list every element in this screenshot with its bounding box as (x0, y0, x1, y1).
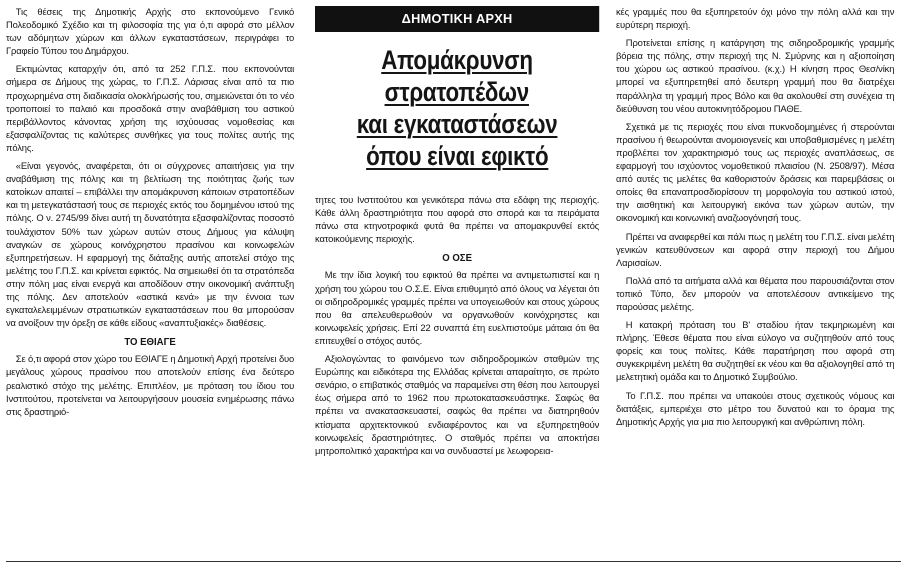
paragraph: Το Γ.Π.Σ. που πρέπει να υπακούει στους σχετικούς νόμους και διατάξεις, εμπεριέχει στο μέτρο του δυνατού και το όραμα της Δημοτικής Αρχής για μια πιο λειτουργική και ανθρώπινη πόλη. (616, 390, 895, 428)
article-column-3 (616, 6, 894, 434)
paragraph: Πρέπει να αναφερθεί και πάλι πως η μελέτη του Γ.Π.Σ. είναι μελέτη γενικών κατευθύνσεων και αφορά στην περιοχή του Δήμου Λαρισαίων. (616, 231, 895, 269)
section-subhead: Ο ΟΣΕ (442, 253, 472, 265)
headline-line: Απομάκρυνση (381, 45, 533, 75)
paragraph: Με την ίδια λογική του εφικτού θα πρέπει να αντιμετωπιστεί και η χρήση του χώρου του Ο.Σ.Ε. Είναι επιθυμητό από όλους να λέγεται ότι οι σιδηροδρομικές γραμμές πρέπει να υπογειωθούν και στους χώρους που θα απελευθερωθούν να οργανωθούν κοινόχρηστες και κοινωφελείς χρήσεις. Επί 22 συναπτά έτη ευελπιστούμε μάταια ότι θα επιτευχθεί ο στόχος αυτός. (315, 270, 600, 347)
paragraph: Προτείνεται επίσης η κατάργηση της σιδηροδρομικής γραμμής βόρεια της πόλης, στην περιοχή της Ν. Σμύρνης και η αξιοποίηση του χώρου ως αστικού πρασίνου. (κ.χ.) Η κίνηση προς Θεσ/νίκη μπορεί να εξυπηρετηθεί από δευτερη γραμμή που θα διατρέχει παράλληλα τη γραμμή προς Βόλο και θα ακολουθεί στη συνέχεια τη διεύθυνση του νέου αυτοκινητόδρομου ΠΑΘΕ. (616, 38, 895, 115)
headline-line: στρατοπέδων (384, 77, 530, 107)
column-2-body (315, 194, 599, 458)
bottom-divider (6, 561, 901, 562)
paragraph: Αξιολογώντας το φαινόμενο των σιδηροδρομικών σταθμών της Ευρώπης και ειδικότερα της Ελλάδας κρίνεται απαραίτητο, σε πρώτο σενάριο, ο επιβατικός σταθμός να παραμείνει στη θέση που λειτουργεί έως σήμερα από το 1962 που πρωτοκατασκευάστηκε. Σαφώς θα πρέπει να ανακατασκευαστεί, σαφώς θα πρέπει να διατηρηθούν κτίσματα αρχιτεκτονικού ενδιαφέροντος και να εξυπηρετηθούν κοινωφελείς δραστηριότητες. Ο σταθμός πρέπει να αποκτήσει μητροπολιτικό χαρακτήρα και να συνδυαστεί με λεωφορεια- (315, 354, 600, 457)
paragraph: τητες του Ινστιτούτου και γενικότερα πάνω στα εδάφη της περιοχής. Κάθε άλλη δραστηριότητα που αφορά στο σπορά και τα πειράματα πάνω στα κτηνοτροφικά φυτά θα πρέπει να απομακρυνθεί εκτός κατοικούμενης περιοχής. (315, 195, 600, 246)
headline (315, 44, 599, 172)
headline-line: και εγκαταστάσεων (356, 109, 558, 139)
article-column-1 (6, 6, 294, 424)
paragraph: Εκτιμώντας καταρχήν ότι, από τα 252 Γ.Π.Σ. που εκπονούνται σήμερα σε Δήμους της χώρας, το Γ.Π.Σ. Λάρισας είναι από τα πιο προχωρημένα στη διαδικασία ολοκλήρωσής του, σημειώνεται ότι το νέο τροποποιεί το παλαιό και προσδοκά στην αναβάθμιση του αστικού περιβάλλοντος κάνοντας χρήση της ισχύουσας νομοθεσίας και εξασφαλίζοντας τις καλύτερες συνθήκες για τους πολίτες αυτής της πόλης. (6, 64, 295, 154)
paragraph: Τις θέσεις της Δημοτικής Αρχής στο εκπονούμενο Γενικό Πολεοδομικό Σχέδιο και τη φιλοσοφία της για ό,τι αφορά στο μέλλον των αδόμητων χώρων και άλλων εγκαταστάσεων, περιγράφει το Γραφείο Τύπου του Δημάρχου. (6, 7, 295, 58)
paragraph: Σχετικά με τις περιοχές που είναι πυκνοδομημένες ή στερούνται πρασίνου ή θεωρούνται ανομοιογενείς και υποβαθμισμένες η μελέτη προβλέπει τον χαρακτηρισμό τους ως περιοχές αναπλάσεως, σε εφαρμογή του ισχύοντος νομοθετικού πλαισίου (Ν. 2508/97). Μέσα από αυτές τις μελέτες θα καθοριστούν δράσεις και παρεμβάσεις οι οποίες θα επαναπροσδιορίσουν τη μορφολογία του αστικού ιστού, την αισθητική και λειτουργική εικόνα των χώρων αυτών, την οικονομική και κοινωνική αναζωογόνησή τους. (616, 121, 895, 225)
section-subhead: ΤΟ ΕΘΙΑΓΕ (124, 337, 176, 349)
paragraph: Πολλά από τα αιτήματα αλλά και θέματα που παρουσιάζονται στον τοπικό Τύπο, δεν μπορούν να αποτελέσουν αντικείμενο της παρούσας μελέτης. (616, 275, 895, 313)
paragraph: Σε ό,τι αφορά στον χώρο του ΕΘΙΑΓΕ η Δημοτική Αρχή προτείνει δυο μεγάλους χώρους πρασίνου που αποτελούν επίσης ένα δεύτερο ρεαλιστικό στόχο της μελέτης. Επιπλέον, με πρόταση του ίδιου του Ινστιτούτου, προτείνεται να λειτουργήσουν μουσεία ενημέρωσης πάνω στις δραστηριό- (6, 354, 295, 418)
paragraph: Η κατακρή πρόταση του Β' σταδίου ήταν τεκμηριωμένη και πλήρης. Έθεσε θέματα που είναι εύλογο να συζητηθούν από τους φορείς και τους πολίτες. Κάθε παρατήρηση που αφορά στη συγκεκριμένη μελέτη θα συζητηθεί εκ νέου και θα αξιολογηθεί από τη μελετητική ομάδα και το Δημοτικό Συμβούλιο. (616, 320, 895, 384)
article-column-2 (315, 6, 599, 463)
section-banner: ΔΗΜΟΤΙΚΗ ΑΡΧΗ (315, 6, 599, 32)
headline-line: όπου είναι εφικτό (365, 141, 549, 171)
paragraph: «Είναι γεγονός, αναφέρεται, ότι οι σύγχρονες απαιτήσεις για την αναβάθμιση της πόλης και τη βελτίωση της ποιότητας ζωής των κατοίκων απαιτεί – επιβάλλει την απομάκρυνση κάποιων στρατοπέδων και τη μετεγκατάστασή τους σε περιοχές εκτός του δομημένου ιστού της πόλης. Ο ν. 2745/99 δίνει αυτή τη δυνατότητα εξασφαλίζοντας ποσοστό τουλάχιστον 50% των χώρων αυτών στους Δήμους για κάλυψη αναγκών σε χώρους κοινόχρηστου πρασίνου και κοινωφελών εξυπηρετήσεων. Η εφαρμογή της διάταξης αυτής αποτελεί στόχο της μελέτης του Γ.Π.Σ. και κρίνεται εφικτός. Να σημειωθεί ότι τα στρατόπεδα στην πόλη μας είναι ενεργά και αποδίδουν στην οικονομική ανάπτυξη της πόλης. Δεν αποτελούν «αστικά κενά» με την έννοια των εγκαταλελειμμένων στρατιωτικών εγκαταστάσεων που θα μπορούσαν να ανοίξουν την όρεξη σε κάθε είδους «αναπτυξιακές» διαθέσεις. (6, 161, 295, 330)
paragraph: κές γραμμές που θα εξυπηρετούν όχι μόνο την πόλη αλλά και την ευρύτερη περιοχή. (616, 7, 895, 32)
